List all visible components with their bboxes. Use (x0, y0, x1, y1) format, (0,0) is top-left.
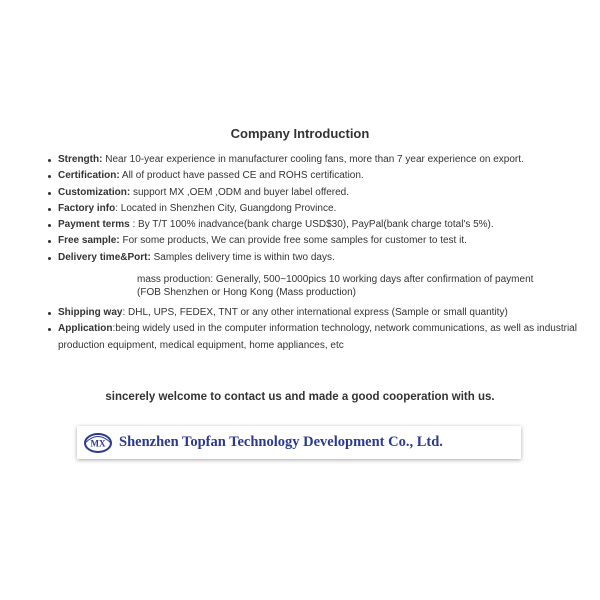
item-label: Shipping way (58, 307, 123, 318)
item-text: : DHL, UPS, FEDEX, TNT or any other international express (Sample or small quantity) (122, 307, 508, 318)
item-label: Customization: (58, 186, 131, 198)
item-text: Near 10-year experience in manufacturer cooling fans, more than 7 year experience on export. (102, 154, 524, 165)
mass-production-line2: (FOB Shenzhen or Hong Kong (Mass production) (137, 287, 356, 298)
list-item-certification (48, 168, 578, 184)
item-text: Samples delivery time is within two days. (150, 251, 335, 263)
company-banner (77, 426, 521, 459)
company-logo-icon (83, 432, 113, 454)
list-item-factory-info (48, 201, 578, 217)
page-title: Company Introduction (230, 126, 370, 141)
info-list-bottom (48, 305, 578, 354)
item-label: Factory info (58, 202, 116, 214)
mass-production-line1: mass production: Generally, 500~1000pics 10 working days after confirmation of payment (137, 274, 534, 285)
list-item-delivery (48, 250, 578, 266)
item-label: Payment terms (58, 219, 130, 231)
logo-text: MX (90, 438, 106, 448)
company-name: Shenzhen Topfan Technology Development Co., Ltd. (119, 434, 443, 450)
list-item-shipping (48, 305, 578, 321)
list-item-customization (48, 185, 578, 201)
welcome-message: sincerely welcome to contact us and made a good cooperation with us. (105, 391, 495, 403)
item-text: All of product have passed CE and ROHS certification. (119, 170, 364, 182)
item-text: : Located in Shenzhen City, Guangdong Province. (115, 202, 337, 214)
list-item-application (48, 321, 578, 354)
item-label: Delivery time&Port: (58, 251, 151, 263)
list-item-free-sample (48, 233, 578, 249)
item-text: support MX ,OEM ,ODM and buyer label offered. (130, 186, 350, 198)
item-text: : By T/T 100% inadvance(bank charge USD$30), PayPal(bank charge total's 5%). (129, 219, 494, 231)
item-label: Certification: (58, 170, 120, 182)
info-list-top (48, 152, 578, 266)
item-text: :being widely used in the computer information technology, network communications, as well as industrial production equipment, medical equipment, home appliances, etc (58, 323, 577, 351)
mass-production-note (137, 273, 577, 299)
list-item-payment-terms (48, 217, 578, 233)
item-text: For some products, We can provide free some samples for customer to test it. (119, 235, 467, 247)
item-label: Application (58, 323, 113, 335)
list-item-strength (48, 152, 578, 168)
item-label: Free sample: (58, 235, 120, 247)
item-label: Strength: (58, 154, 103, 165)
